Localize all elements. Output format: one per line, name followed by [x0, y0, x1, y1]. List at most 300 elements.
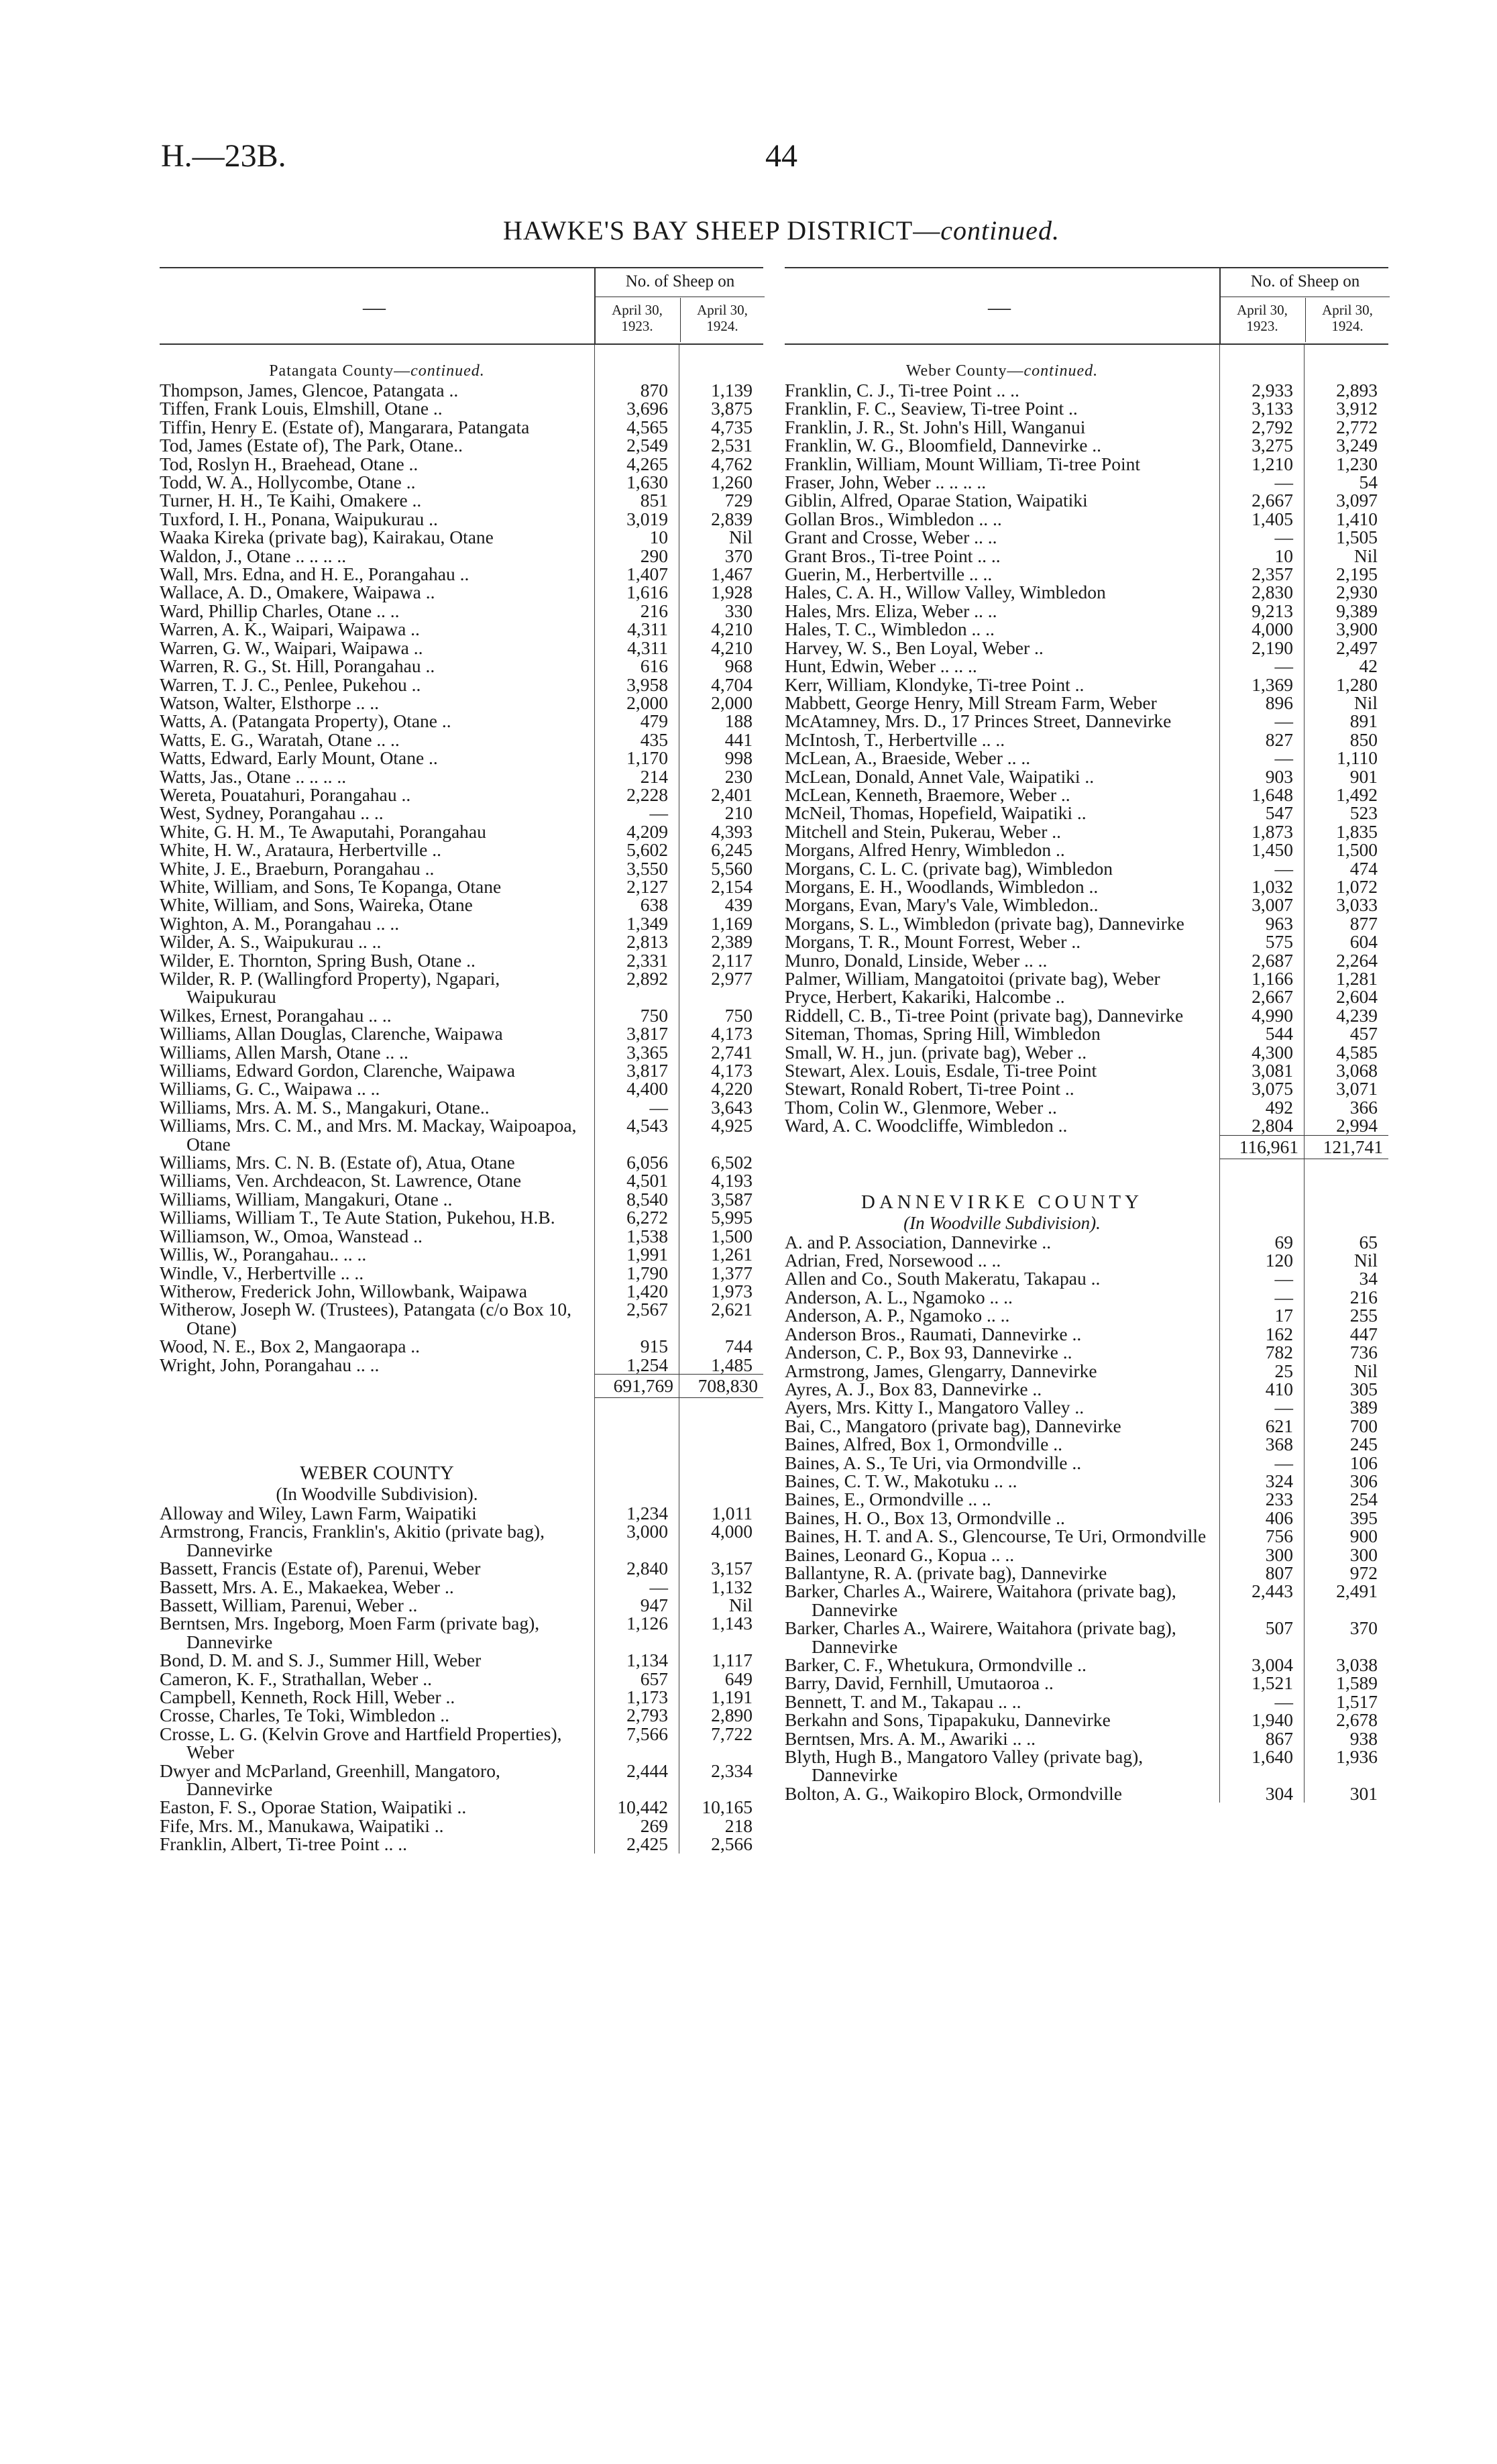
sheep-1924: 736: [1349, 1342, 1378, 1363]
owner-name: Ayres, A. J., Box 83, Dannevirke ..: [785, 1378, 1042, 1399]
sheep-1924: 2,531: [711, 435, 753, 456]
sheep-1923: 2,549: [626, 435, 668, 456]
sheep-1923: 216: [640, 600, 668, 621]
sheep-1923: —: [1274, 857, 1293, 879]
sheep-1923: 963: [1265, 912, 1293, 934]
sheep-1923: 1,630: [626, 472, 668, 493]
table-row: [785, 1656, 1388, 1674]
sheep-1924: 4,735: [711, 416, 753, 437]
table-row: [785, 1490, 1388, 1508]
owner-name: Watts, Jas., Otane .. .. .. ..: [160, 765, 347, 787]
table-row: [785, 749, 1388, 767]
owner-name: Baines, H. T. and A. S., Glencourse, Te Uri, Ormondville: [785, 1525, 1207, 1547]
sheep-1923: —: [1274, 1397, 1293, 1418]
sheep-1924: 998: [724, 747, 753, 769]
sheep-1924: 2,389: [711, 931, 753, 953]
table-row: [160, 1006, 763, 1024]
sheep-1924: 1,500: [1336, 839, 1378, 861]
sheep-1924: 1,011: [712, 1502, 753, 1523]
table-row: [160, 1356, 763, 1374]
table-row: [160, 1116, 763, 1153]
owner-name: Warren, G. W., Waipari, Waipawa ..: [160, 637, 423, 658]
owner-name: McLean, Donald, Annet Vale, Waipatiki ..: [785, 765, 1095, 787]
sheep-1924: 1,191: [711, 1686, 753, 1707]
table-row: [160, 639, 763, 657]
owner-name: Wilder, A. S., Waipukurau .. ..: [160, 931, 382, 953]
owner-name: Fraser, John, Weber .. .. .. ..: [785, 472, 987, 493]
sheep-1923: 233: [1265, 1489, 1293, 1510]
table-row: [160, 731, 763, 749]
owner-name: Wilkes, Ernest, Porangahau .. ..: [160, 1004, 392, 1026]
sheep-1923: 3,817: [626, 1023, 668, 1044]
table-row: [160, 1282, 763, 1300]
sheep-1923: 1,126: [626, 1613, 668, 1634]
sheep-1923: 851: [640, 490, 668, 511]
owner-name: Bai, C., Mangatoro (private bag), Dannevirke: [785, 1415, 1121, 1436]
sheep-1924: 301: [1349, 1782, 1378, 1804]
table-row: [160, 399, 763, 417]
owner-name: Morgans, Evan, Mary's Vale, Wimbledon..: [785, 894, 1099, 916]
owner-name: Hales, Mrs. Eliza, Weber .. ..: [785, 600, 997, 621]
total-1923: 116,961: [1219, 1135, 1304, 1159]
table-row: [160, 491, 763, 509]
sheep-1924: 1,072: [1336, 875, 1378, 897]
sheep-1924: 1,973: [711, 1280, 753, 1301]
owner-name: Williams, William, Mangakuri, Otane ..: [160, 1188, 453, 1210]
owner-name: Stewart, Ronald Robert, Ti-tree Point ..: [785, 1078, 1074, 1100]
sheep-1924: 65: [1359, 1231, 1378, 1252]
table-row: [160, 1706, 763, 1724]
owner-name: Morgans, E. H., Woodlands, Wimbledon ..: [785, 875, 1099, 897]
sheep-1923: 1,407: [626, 564, 668, 585]
sheep-1923: 410: [1265, 1378, 1293, 1399]
sheep-1923: 657: [640, 1668, 668, 1689]
sheep-1924: 2,621: [711, 1299, 753, 1320]
sheep-1924: 1,410: [1336, 508, 1378, 529]
owner-name: Allen and Co., South Makeratu, Takapau ..: [785, 1268, 1101, 1289]
sheep-1923: 1,166: [1252, 968, 1293, 989]
sheep-1924: 255: [1349, 1305, 1378, 1326]
patangata-rows: [160, 381, 763, 1374]
table-row: [160, 473, 763, 491]
table-row: [160, 436, 763, 454]
section-title-patangata: [160, 361, 594, 381]
sheep-1924: 4,173: [711, 1023, 753, 1044]
table-row: [785, 822, 1388, 841]
table-row: [160, 1578, 763, 1596]
right-column-header: [785, 267, 1388, 345]
table-row: [785, 1362, 1388, 1380]
sheep-1924: 4,585: [1336, 1041, 1378, 1063]
sheep-1923: 2,830: [1252, 582, 1293, 603]
owner-name: Gollan Bros., Wimbledon .. ..: [785, 508, 1002, 529]
owner-name: Giblin, Alfred, Oparae Station, Waipatiki: [785, 490, 1088, 511]
owner-name: Grant Bros., Ti-tree Point .. ..: [785, 545, 1001, 566]
sheep-1924: 2,117: [712, 949, 753, 971]
sheep-1923: 2,331: [626, 949, 668, 971]
sheep-1923: 120: [1265, 1250, 1293, 1271]
owner-name: West, Sydney, Porangahau .. ..: [160, 802, 384, 824]
table-row: [785, 1380, 1388, 1398]
table-row: [160, 1098, 763, 1116]
sheep-1924: 1,110: [1337, 747, 1378, 769]
sheep-1923: 575: [1265, 931, 1293, 953]
sheep-1924: 700: [1349, 1415, 1378, 1436]
sheep-1923: 8,540: [626, 1188, 668, 1210]
sheep-1924: 750: [724, 1004, 753, 1026]
owner-name: Alloway and Wiley, Lawn Farm, Waipatiki: [160, 1502, 477, 1523]
sheep-1923: 4,400: [626, 1078, 668, 1100]
sheep-1924: 649: [724, 1668, 753, 1689]
table-row: [160, 1596, 763, 1614]
sheep-1923: 4,565: [626, 416, 668, 437]
sheep-1924: 900: [1349, 1525, 1378, 1547]
sheep-1923: —: [1274, 1452, 1293, 1473]
sheep-1923: 368: [1265, 1434, 1293, 1455]
table-row: [160, 1559, 763, 1577]
total-label: [160, 1374, 594, 1398]
table-row: [160, 1264, 763, 1282]
table-row: [785, 712, 1388, 730]
table-row: [160, 1504, 763, 1522]
sheep-1924: 188: [724, 710, 753, 732]
owner-name: Ward, Phillip Charles, Otane .. ..: [160, 600, 400, 621]
sheep-1924: 106: [1349, 1452, 1378, 1473]
owner-name: Wood, N. E., Box 2, Mangaorapa ..: [160, 1336, 421, 1357]
sheep-1923: 750: [640, 1004, 668, 1026]
sheep-1924: 439: [724, 894, 753, 916]
owner-name: Mitchell and Stein, Pukerau, Weber ..: [785, 820, 1061, 842]
sheep-1924: 4,220: [711, 1078, 753, 1100]
sheep-1924: 1,835: [1336, 820, 1378, 842]
table-row: [785, 1006, 1388, 1024]
table-row: [785, 620, 1388, 638]
sheep-1923: 6,272: [626, 1207, 668, 1228]
sheep-1924: 1,589: [1336, 1672, 1378, 1694]
weber-continued-rows: [785, 381, 1388, 1135]
sheep-1924: 5,995: [711, 1207, 753, 1228]
sheep-1923: 2,190: [1252, 637, 1293, 658]
right-column: [785, 267, 1388, 2293]
sheep-1924: 938: [1349, 1727, 1378, 1749]
sheep-1923: 870: [640, 380, 668, 400]
sheep-1924: 1,132: [711, 1576, 753, 1597]
table-row: [160, 418, 763, 436]
table-row: [785, 896, 1388, 914]
sheep-1924: 2,839: [711, 508, 753, 529]
owner-name: Crosse, L. G. (Kelvin Grove and Hartfield Properties), Weber: [160, 1723, 562, 1763]
owner-name: Watson, Walter, Elsthorpe .. ..: [160, 692, 379, 713]
table-row: [785, 1269, 1388, 1287]
owner-name: Barker, Charles A., Wairere, Waitahora (private bag), Dannevirke: [785, 1617, 1176, 1657]
sheep-1923: 2,357: [1252, 564, 1293, 585]
owner-name: Morgans, S. L., Wimbledon (private bag), Dannevirke: [785, 912, 1184, 934]
owner-name: Franklin, Albert, Ti-tree Point .. ..: [160, 1833, 407, 1855]
owner-name: Warren, A. K., Waipari, Waipawa ..: [160, 619, 420, 640]
sheep-1923: 3,696: [626, 398, 668, 419]
weber-rows: [160, 1504, 763, 1854]
sheep-1923: —: [1274, 1286, 1293, 1307]
sheep-count-title: No. of Sheep on: [1221, 272, 1390, 297]
section-subtitle-dannevirke: (In Woodville Subdivision).: [903, 1212, 1101, 1233]
sheep-1924: 3,097: [1336, 490, 1378, 511]
table-row: [785, 381, 1388, 399]
sheep-1923: 1,640: [1252, 1746, 1293, 1768]
left-column-header: [160, 267, 763, 345]
owner-name: Watts, A. (Patangata Property), Otane ..: [160, 710, 451, 732]
sheep-1924: 395: [1349, 1507, 1378, 1528]
sheep-1924: 330: [724, 600, 753, 621]
owner-name: Baines, H. O., Box 13, Ormondville ..: [785, 1507, 1065, 1528]
sheep-1923: 1,369: [1252, 674, 1293, 695]
sheep-1924: 306: [1349, 1470, 1378, 1491]
sheep-1924: 2,566: [711, 1833, 753, 1855]
sheep-1924: 7,722: [711, 1723, 753, 1744]
owner-name: Baines, Leonard G., Kopua .. ..: [785, 1544, 1015, 1565]
owner-name: McLean, A., Braeside, Weber .. ..: [785, 747, 1031, 769]
table-row: [785, 694, 1388, 712]
sheep-1923: 406: [1265, 1507, 1293, 1528]
sheep-1924: 4,704: [711, 674, 753, 695]
table-row: [160, 877, 763, 896]
page-number: 44: [765, 138, 797, 174]
owner-name: White, William, and Sons, Waireka, Otane: [160, 894, 473, 916]
table-row: [785, 565, 1388, 583]
table-row: [160, 676, 763, 694]
sheep-1923: 1,991: [626, 1244, 668, 1265]
table-row: [785, 1619, 1388, 1656]
sheep-count-header: [1219, 268, 1390, 343]
sheep-1923: 896: [1265, 692, 1293, 713]
owner-name: Tiffin, Henry E. (Estate of), Mangarara, Patangata: [160, 416, 530, 437]
sheep-1924: 10,165: [702, 1797, 753, 1818]
owner-name: Blyth, Hugh B., Mangatoro Valley (private bag), Dannevirke: [785, 1746, 1144, 1786]
sheep-1923: 435: [640, 729, 668, 750]
owner-name: Wright, John, Porangahau .. ..: [160, 1354, 380, 1375]
sheep-1923: 2,840: [626, 1558, 668, 1579]
table-row: [160, 1670, 763, 1688]
owner-name: Wilder, R. P. (Wallingford Property), Ngapari, Waipukurau: [160, 968, 500, 1008]
table-row: [160, 749, 763, 767]
table-row: [160, 896, 763, 914]
table-row: [785, 528, 1388, 546]
sheep-1924: 210: [724, 802, 753, 824]
sheep-1923: 1,521: [1252, 1672, 1293, 1694]
table-row: [785, 418, 1388, 436]
table-row: [785, 547, 1388, 565]
table-row: [160, 1043, 763, 1061]
sheep-1924: 3,875: [711, 398, 753, 419]
table-row: [160, 1688, 763, 1706]
sheep-1924: 216: [1349, 1286, 1378, 1307]
table-row: [160, 1762, 763, 1799]
sheep-1923: 1,170: [626, 747, 668, 769]
sheep-1924: 4,925: [711, 1115, 753, 1136]
sheep-1924: Nil: [1353, 545, 1378, 566]
sheep-1924: 2,604: [1336, 986, 1378, 1008]
table-row: [785, 1472, 1388, 1490]
sheep-1923: 547: [1265, 802, 1293, 824]
sheep-1923: —: [1274, 1268, 1293, 1289]
table-row: [785, 1454, 1388, 1472]
owner-name: Anderson, A. P., Ngamoko .. ..: [785, 1305, 1010, 1326]
table-row: [785, 1509, 1388, 1527]
sheep-1924: 9,389: [1336, 600, 1378, 621]
owner-name: Baines, C. T. W., Makotuku .. ..: [785, 1470, 1017, 1491]
sheep-1923: 638: [640, 894, 668, 916]
sheep-1923: 1,405: [1252, 508, 1293, 529]
sheep-1923: 2,127: [626, 875, 668, 897]
sheep-1923: 10: [649, 527, 668, 548]
table-row: [160, 1835, 763, 1853]
sheep-1923: 1,254: [626, 1354, 668, 1375]
sheep-1924: 2,890: [711, 1705, 753, 1726]
owner-name: Bassett, Francis (Estate of), Parenui, Weber: [160, 1558, 481, 1579]
total-1924: 121,741: [1304, 1135, 1388, 1159]
sheep-1923: 2,444: [626, 1760, 668, 1781]
table-row: [160, 1300, 763, 1337]
sheep-1923: 2,813: [626, 931, 668, 953]
table-row: [785, 1078, 1388, 1100]
sheep-1923: 3,075: [1252, 1078, 1293, 1100]
owner-name: Munro, Donald, Linside, Weber .. ..: [785, 949, 1048, 971]
owner-name: Morgans, C. L. C. (private bag), Wimbledon: [785, 857, 1113, 879]
owner-name: Tod, James (Estate of), The Park, Otane..: [160, 435, 463, 456]
sheep-1923: 17: [1274, 1305, 1293, 1326]
sheep-1924: 441: [724, 729, 753, 750]
table-row: [160, 1614, 763, 1651]
sheep-1924: 3,071: [1336, 1078, 1378, 1100]
sheep-1924: 305: [1349, 1378, 1378, 1399]
table-row: [785, 455, 1388, 473]
owner-name: Cameron, K. F., Strathallan, Weber ..: [160, 1668, 432, 1689]
document-title: [161, 215, 1402, 246]
owner-name: Ward, A. C. Woodcliffe, Wimbledon ..: [785, 1115, 1068, 1136]
owner-name: McIntosh, T., Herbertville .. ..: [785, 729, 1005, 750]
sheep-1924: 474: [1349, 857, 1378, 879]
owner-name: Wilder, E. Thornton, Spring Bush, Otane ..: [160, 949, 476, 971]
section-title-weber-continued: [785, 361, 1219, 381]
table-row: [160, 1190, 763, 1208]
owner-name: Franklin, F. C., Seaview, Ti-tree Point ..: [785, 398, 1078, 419]
sheep-1923: 2,443: [1252, 1581, 1293, 1602]
sheep-1924: 300: [1349, 1544, 1378, 1565]
sheep-1923: 3,275: [1252, 435, 1293, 456]
table-row: [785, 1546, 1388, 1564]
table-row: [785, 1674, 1388, 1692]
owner-name: Franklin, William, Mount William, Ti-tree Point: [785, 453, 1140, 474]
sheep-1924: 1,139: [711, 380, 753, 400]
spacer: [160, 1398, 763, 1430]
owner-name: Williams, Mrs. A. M. S., Mangakuri, Otane..: [160, 1096, 490, 1118]
table-row: [160, 528, 763, 546]
sheep-1924: 2,491: [1336, 1581, 1378, 1602]
table-row: [785, 1306, 1388, 1324]
sheep-1924: 1,230: [1336, 453, 1378, 474]
table-row: [785, 1564, 1388, 1582]
dannevirke-rows: [785, 1233, 1388, 1803]
owner-name: White, H. W., Arataura, Herbertville ..: [160, 839, 442, 861]
header-dash: —: [363, 295, 386, 320]
sheep-1924: 2,154: [711, 875, 753, 897]
table-row: [785, 436, 1388, 454]
sheep-1923: 492: [1265, 1096, 1293, 1118]
table-row: [160, 1817, 763, 1835]
table-row: [160, 1522, 763, 1559]
sheep-1924: 4,173: [711, 1060, 753, 1081]
owner-name: Waaka Kireka (private bag), Kairakau, Otane: [160, 527, 494, 548]
sheep-1924: 1,936: [1336, 1746, 1378, 1768]
header-col-1924: April 30, 1924.: [1305, 298, 1389, 342]
sheep-1924: 2,000: [711, 692, 753, 713]
spacer: [785, 1159, 1388, 1191]
owner-name: Adrian, Fred, Norsewood .. ..: [785, 1250, 1001, 1271]
sheep-1923: 2,792: [1252, 416, 1293, 437]
sheep-1923: 2,667: [1252, 986, 1293, 1008]
sheep-1924: 1,500: [711, 1225, 753, 1246]
owner-name: Palmer, William, Mangatoitoi (private bag), Weber: [785, 968, 1160, 989]
table-row: [785, 1711, 1388, 1729]
table-row: [160, 804, 763, 822]
section-title-weber: WEBER COUNTY: [300, 1462, 454, 1484]
owner-name: McAtamney, Mrs. D., 17 Princes Street, Dannevirke: [785, 710, 1172, 732]
owner-name: Berntsen, Mrs. Ingeborg, Moen Farm (private bag), Dannevirke: [160, 1613, 540, 1652]
owner-name: Williams, Ven. Archdeacon, St. Lawrence, Otane: [160, 1170, 522, 1191]
table-row: [785, 1061, 1388, 1079]
table-row: [785, 657, 1388, 675]
table-row: [160, 565, 763, 583]
page-id: H.—23B.: [161, 138, 286, 174]
table-row: [160, 657, 763, 675]
sheep-1923: 4,311: [627, 619, 668, 640]
table-row: [785, 1024, 1388, 1042]
sheep-1923: 2,228: [626, 784, 668, 805]
sheep-1924: 6,245: [711, 839, 753, 861]
sheep-1923: 4,000: [1252, 619, 1293, 640]
sheep-1923: 479: [640, 710, 668, 732]
sheep-1923: 10,442: [617, 1797, 668, 1818]
sheep-1923: 3,007: [1252, 894, 1293, 916]
sheep-1924: 891: [1349, 710, 1378, 732]
owner-name: Morgans, T. R., Mount Forrest, Weber ..: [785, 931, 1081, 953]
table-row: [785, 1288, 1388, 1306]
sheep-1923: 69: [1274, 1231, 1293, 1252]
section-subtitle-weber: (In Woodville Subdivision).: [276, 1483, 478, 1504]
owner-name: Barker, C. F., Whetukura, Ormondville ..: [785, 1654, 1087, 1675]
owner-name: Armstrong, James, Glengarry, Dannevirke: [785, 1360, 1097, 1381]
owner-name: White, J. E., Braeburn, Porangahau ..: [160, 857, 435, 879]
table-row: [785, 804, 1388, 822]
sheep-1923: 269: [640, 1815, 668, 1836]
sheep-1923: 616: [640, 655, 668, 677]
owner-name: Thompson, James, Glencoe, Patangata ..: [160, 380, 459, 400]
table-row: [785, 951, 1388, 969]
total-1924: 708,830: [679, 1374, 763, 1398]
sheep-1923: —: [649, 1096, 668, 1118]
sheep-1924: 3,900: [1336, 619, 1378, 640]
owner-name: Bennett, T. and M., Takapau .. ..: [785, 1691, 1021, 1712]
table-row: [160, 455, 763, 473]
sheep-1923: 2,892: [626, 968, 668, 989]
owner-name: Thom, Colin W., Glenmore, Weber ..: [785, 1096, 1057, 1118]
sheep-1924: 4,393: [711, 820, 753, 842]
table-row: [160, 767, 763, 786]
table-row: [785, 1398, 1388, 1416]
total-row-patangata: [160, 1374, 763, 1398]
sheep-1923: 3,365: [626, 1041, 668, 1063]
owner-name: Williams, Mrs. C. M., and Mrs. M. Mackay, Waipoapoa, Otane: [160, 1115, 577, 1155]
owner-name: Wall, Mrs. Edna, and H. E., Porangahau ..: [160, 564, 469, 585]
